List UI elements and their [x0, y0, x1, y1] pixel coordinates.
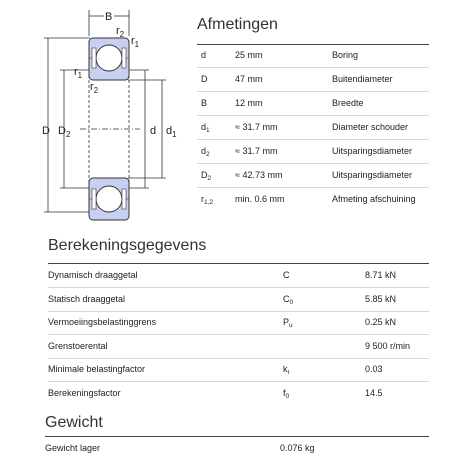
dimension-value: 25 mm [235, 50, 263, 60]
calc-value: 5.85 kN [365, 294, 397, 304]
dimension-symbol [201, 170, 211, 182]
calc-value: 0.25 kN [365, 317, 397, 327]
row-divider [197, 139, 429, 140]
dimension-description: Uitsparingsdiameter [332, 146, 413, 156]
symbol-letter: d [201, 122, 207, 132]
symbol-letter: B [201, 98, 208, 108]
calc-symbol [283, 270, 290, 282]
afmetingen-title: Afmetingen [197, 16, 278, 33]
dimension-value: 12 mm [235, 98, 263, 108]
dimension-symbol [201, 122, 210, 134]
calc-name: Grenstoerental [48, 341, 108, 351]
bearing-diagram [0, 0, 190, 230]
label-d1: $d_1$ [166, 125, 177, 139]
symbol-letter: C [283, 270, 290, 280]
symbol-letter: d [201, 50, 207, 60]
row-divider [197, 115, 429, 116]
calc-name: Berekeningsfactor [48, 388, 121, 398]
dimension-description: Breedte [332, 98, 364, 108]
calc-name: Vermoeiingsbelastinggrens [48, 317, 157, 327]
row-divider [197, 187, 429, 188]
dimension-value: ≈ 31.7 mm [235, 146, 278, 156]
label-B: B [105, 11, 113, 23]
row-divider [48, 311, 429, 312]
symbol-subscript: r [287, 369, 290, 376]
symbol-letter: f [283, 388, 286, 398]
dimension-description: Uitsparingsdiameter [332, 170, 413, 180]
symbol-letter: k [283, 364, 288, 374]
symbol-letter: D [201, 170, 208, 180]
label-r1-top: $r_1$ [131, 35, 140, 49]
symbol-letter: d [201, 146, 207, 156]
weight-value: 0.076 kg [280, 443, 315, 453]
dimension-symbol [201, 50, 206, 62]
dimension-value: ≈ 31.7 mm [235, 122, 278, 132]
dimension-description: Diameter schouder [332, 122, 409, 132]
symbol-subscript: u [289, 322, 293, 329]
berekening-divider [48, 263, 429, 264]
row-divider [197, 163, 429, 164]
row-divider [197, 91, 429, 92]
calc-name: Minimale belastingfactor [48, 364, 146, 374]
calc-symbol [283, 317, 293, 329]
dimension-symbol [201, 194, 213, 206]
symbol-subscript: 2 [206, 151, 210, 158]
symbol-subscript: 0 [285, 393, 290, 400]
dimension-symbol [201, 146, 210, 158]
calc-value: 14.5 [365, 388, 383, 398]
top-ring-section [89, 38, 129, 80]
calc-value: 0.03 [365, 364, 383, 374]
row-divider [197, 67, 429, 68]
symbol-letter: P [283, 317, 290, 327]
bottom-ring-section [89, 178, 129, 220]
calc-value: 8.71 kN [365, 270, 397, 280]
symbol-subscript: 0 [289, 299, 294, 306]
label-r2-left: $r_2$ [90, 81, 99, 95]
afmetingen-divider [197, 44, 429, 45]
gewicht-title: Gewicht [45, 414, 103, 431]
dimension-symbol [201, 98, 207, 110]
label-d: d [150, 125, 157, 137]
calc-name: Dynamisch draaggetal [48, 270, 138, 280]
calc-name: Statisch draaggetal [48, 294, 126, 304]
dimension-description: Afmeting afschuining [332, 194, 416, 204]
calc-symbol [283, 294, 293, 306]
symbol-subscript: 2 [207, 175, 212, 182]
label-D: D [42, 125, 50, 137]
dimension-value: ≈ 42.73 mm [235, 170, 283, 180]
dimension-symbol [201, 74, 208, 86]
dimension-description: Buitendiameter [332, 74, 393, 84]
symbol-subscript: 1,2 [204, 199, 214, 206]
calc-symbol [283, 388, 289, 400]
dimension-value: min. 0.6 mm [235, 194, 285, 204]
berekening-title: Berekeningsgegevens [48, 237, 207, 254]
row-divider [48, 287, 429, 288]
label-r2-top: $r_2$ [116, 25, 125, 39]
dimension-description: Boring [332, 50, 359, 60]
row-divider [48, 358, 429, 359]
calc-symbol [283, 364, 290, 376]
gewicht-divider [45, 436, 429, 437]
symbol-letter: D [201, 74, 208, 84]
row-divider [48, 381, 429, 382]
symbol-letter: r [201, 194, 204, 204]
weight-name: Gewicht lager [45, 443, 101, 453]
calc-value: 9 500 r/min [365, 341, 411, 351]
label-r1-left: $r_1$ [74, 66, 83, 80]
dimension-value: 47 mm [235, 74, 263, 84]
row-divider [48, 334, 429, 335]
symbol-letter: C [283, 294, 290, 304]
symbol-subscript: 1 [206, 127, 210, 134]
label-D2: $D_2$ [58, 125, 71, 139]
